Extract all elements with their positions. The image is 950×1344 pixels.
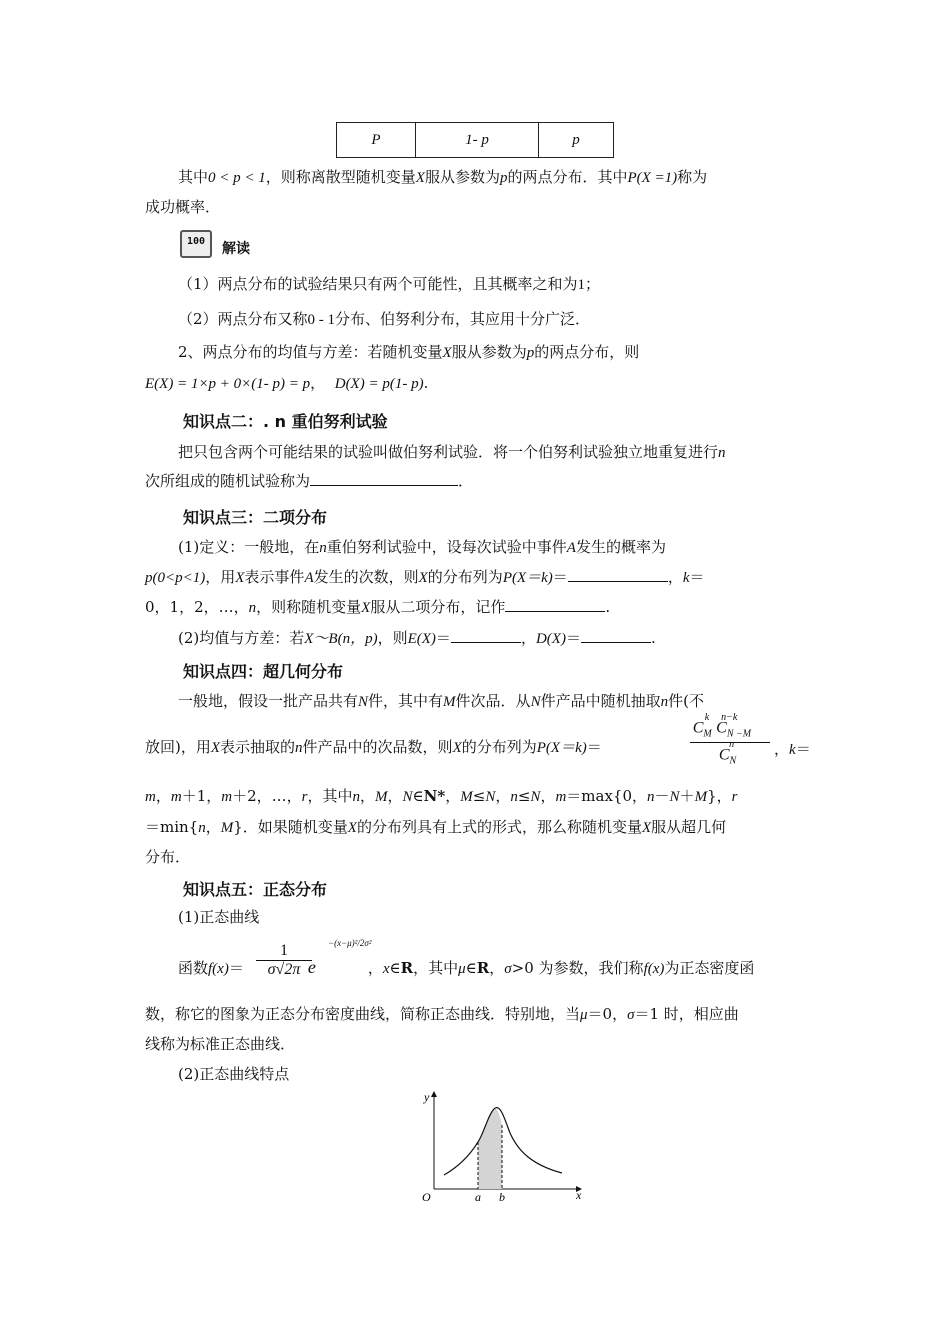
normal-curve [444,1108,562,1175]
heading-k2: 知识点二：. n 重伯努利试验 [183,412,388,431]
heading-k5: 知识点五：正态分布 [183,880,328,899]
score-100-icon: 100 [180,230,212,258]
y-label: y [424,1090,430,1104]
fraction-numerator: $C_M^kC_{N -M}^{n-k}$ [690,718,770,743]
k3-line-2: p(0<p<1)，用X表示事件A发生的次数，则X的分布列为P(X＝k)＝ ，k＝ [145,568,705,586]
shaded-area [478,1109,502,1189]
table-cell-p-2: p [539,123,614,158]
k4-line-5: 分布． [145,848,191,866]
origin-label: O [422,1190,431,1204]
k4-line-3: m，m＋1，m＋2，…，r，其中n，M，N∈N*，M≤N，n≤N，m＝max{0，n－N＋M}，r [145,787,738,805]
mean-var-intro: 2、两点分布的均值与方差：若随机变量X服从参数为p的两点分布，则 [178,343,640,361]
mean-var-formula: E(X) = 1×p + 0×(1- p) = p， D(X) = p(1- p). [145,374,429,392]
a-label: a [475,1190,481,1204]
note-2: （2）两点分布又称0 - 1分布、伯努利分布，其应用十分广泛． [178,310,591,328]
answer-blank[interactable] [451,628,521,643]
distribution-table [336,122,614,158]
hypergeometric-fraction [690,712,770,767]
heading-k3: 知识点三：二项分布 [183,508,328,527]
k4-line-2: 放回)，用X表示抽取的n件产品中的次品数，则X的分布列为P(X＝k)＝ [145,738,602,756]
table-cell-p: P [337,123,416,158]
two-point-line-2: 成功概率． [145,198,221,216]
k2-line-1: 把只包含两个可能结果的试验叫做伯努利试验．将一个伯努利试验独立地重复进行n [178,443,726,461]
k3-line-4: (2)均值与方差：若X～B(n，p)，则E(X)＝ ，D(X)＝ . [178,629,656,647]
interpretation-label: 解读 [222,241,250,257]
table-cell-1-minus-p: 1- p [416,123,539,158]
k2-line-2: 次所组成的随机试验称为 ． [145,472,474,490]
k5-sub-2: (2)正态曲线特点 [178,1065,290,1083]
heading-k4: 知识点四：超几何分布 [183,662,344,681]
k5-sub-1: (1)正态曲线 [178,908,260,926]
x-label: x [576,1188,582,1202]
answer-blank[interactable] [581,628,651,643]
answer-blank[interactable] [568,567,668,582]
k3-line-1: (1)定义：一般地，在n重伯努利试验中，设每次试验中事件A发生的概率为 [178,538,666,556]
answer-blank[interactable] [310,471,458,486]
k5-density-function: 函数f(x)＝ e ，x∈R，其中μ∈R，σ>0 为参数，我们称f(x)为正态密度函 [178,957,755,977]
k3-line-3: 0，1，2，…，n，则称随机变量X服从二项分布，记作 . [145,598,611,616]
density-fraction: 1 σ√2π [256,942,312,979]
two-point-line-1: 其中0 < p < 1，则称离散型随机变量X服从参数为p的两点分布．其中P(X =1)称为 [178,168,708,186]
normal-curve-graph [400,1085,590,1205]
k4-line-1: 一般地，假设一批产品共有N件，其中有M件次品．从N件产品中随机抽取n件(不 [178,692,704,710]
k4-line-2-tail: ，k＝ [774,740,811,758]
fraction-denominator: $C_N^n$ [718,738,737,767]
note-1: （1）两点分布的试验结果只有两个可能性，且其概率之和为1； [178,275,601,293]
b-label: b [499,1190,505,1204]
k5-line-3: 线称为标准正态曲线． [145,1035,296,1053]
k5-line-2: 数，称它的图象为正态分布密度曲线，简称正态曲线．特别地，当μ＝0，σ＝1 时，相应曲 [145,1005,739,1023]
k4-line-4: ＝min{n，M}．如果随机变量X的分布列具有上式的形式，那么称随机变量X服从超几何 [145,818,727,836]
answer-blank[interactable] [505,597,605,612]
y-axis-arrow-icon [431,1091,437,1097]
density-exponent: −(x−μ)²/2σ² [328,938,372,948]
